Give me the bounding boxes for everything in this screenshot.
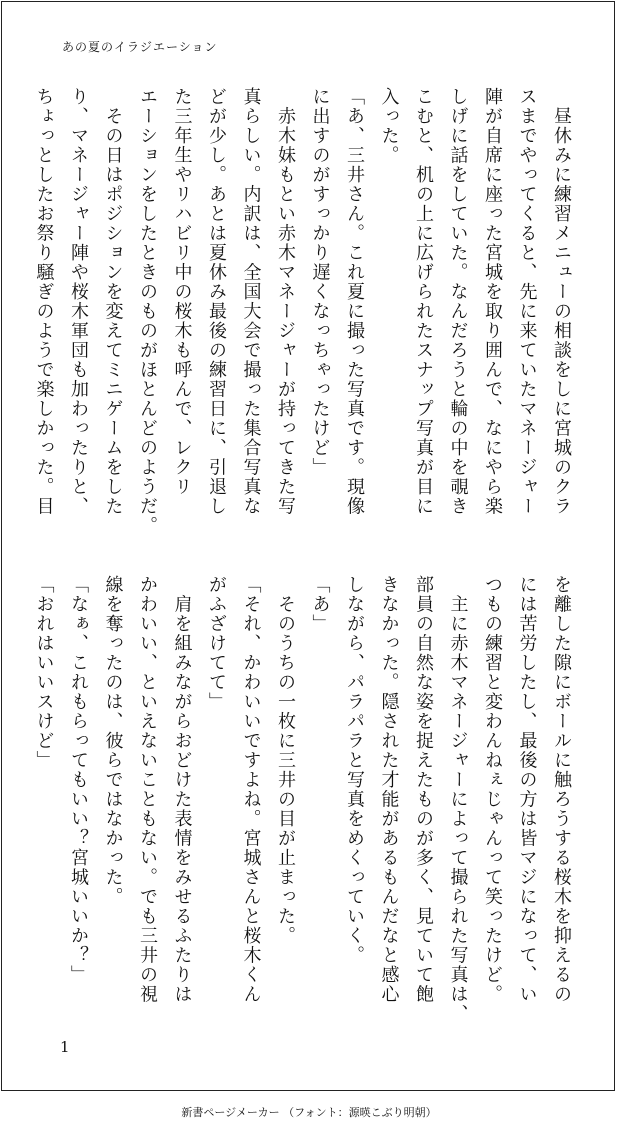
text-line: 主に赤木マネージャーによって撮られた写真は、 — [447, 575, 469, 1024]
text-line: に出すのがすっかり遅くなっちゃったけど」 — [309, 87, 331, 477]
text-line: 肩を組みながらおどけた表情をみせるふたりは — [171, 575, 193, 1004]
book-page — [1, 1, 615, 1091]
text-line: どが少し。あとは夏休み最後の練習日に、引退し — [206, 87, 227, 516]
book-title-header: あの夏のイラジエーション — [62, 40, 218, 54]
text-line: 陣が自席に座った宮城を取り囲んで、なにやら楽 — [482, 87, 503, 516]
text-line: がふざけてて」 — [206, 575, 227, 712]
text-line: には苦労したし、最後の方は皆マジになって、い — [516, 575, 538, 1004]
text-line: 入った。 — [378, 87, 400, 165]
text-line: た三年生やリハビリ中の桜木も呼んで、レクリ — [171, 87, 193, 497]
footer-credit: 新書ページメーカー （フォント：源暎こぶり明朝） — [181, 1106, 437, 1119]
text-line: 「あ、三井さん。これ夏に撮った写真です。現像 — [344, 87, 365, 516]
text-line: を離した隙にボールに触ろうする桜木を抑えるの — [551, 575, 572, 1004]
text-line: 線を奪ったのは、彼らではなかった。 — [102, 575, 124, 907]
text-line: しげに話をしていた。なんだろうと輪の中を覗き — [447, 87, 469, 516]
text-line: り、マネージャー陣や桜木軍団も加わったりと、 — [68, 87, 89, 516]
text-line: 「なぁ、これもらってもいい？宮城いいか？」 — [68, 575, 89, 985]
text-line: 部員の自然な姿を捉えたものが多く、見ていて飽 — [413, 575, 434, 1004]
text-line: ちょっとしたお祭り騒ぎのようで楽しかった。目 — [33, 87, 55, 516]
text-line: こむと、机の上に広げられたスナップ写真が目に — [413, 87, 434, 516]
text-line: 「あ」 — [309, 575, 331, 634]
text-line: 赤木妹もとい赤木マネージャーが持ってきた写 — [275, 87, 296, 516]
text-line: きなかった。隠された才能があるもんだなと感心 — [378, 575, 400, 1004]
text-line: 「それ、かわいいですよね。宮城さんと桜木くん — [240, 575, 262, 1004]
vertical-text-block-bottom — [26, 575, 578, 1024]
vertical-text-block-top — [26, 87, 578, 536]
text-line: 「おれはいいスけど」 — [33, 575, 55, 770]
text-line: 真らしい。内訳は、全国大会で撮った集合写真な — [240, 87, 262, 516]
text-line: スまでやってくると、先に来ていたマネージャー — [516, 87, 538, 516]
text-line: しながら、パラパラと写真をめくっていく。 — [344, 575, 365, 965]
text-line: 昼休みに練習メニューの相談をしに宮城のクラ — [551, 87, 572, 516]
text-line: つもの練習と変わんねぇじゃんって笑ったけど。 — [482, 575, 503, 1004]
text-line: その日はポジションを変えてミニゲームをした — [102, 87, 124, 516]
page-number: 1 — [60, 1038, 70, 1056]
text-line: そのうちの一枚に三井の目が止まった。 — [275, 575, 296, 946]
text-line: エーションをしたときのものがほとんどのようだ。 — [137, 87, 158, 536]
text-line: かわいい、といえないこともない。でも三井の視 — [137, 575, 158, 1004]
